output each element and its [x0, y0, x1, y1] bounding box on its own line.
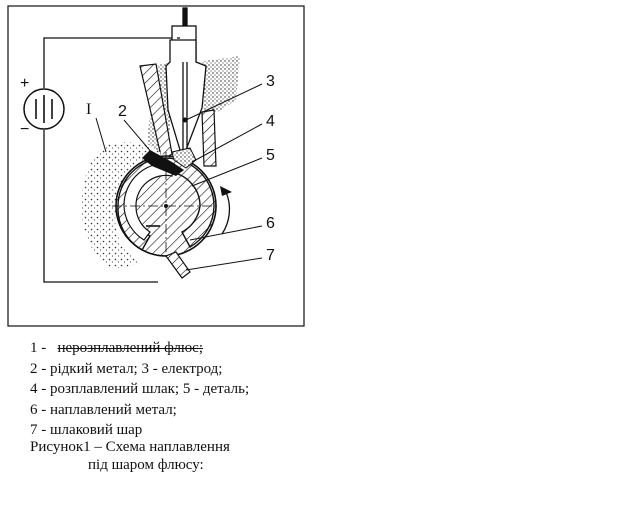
caption-prefix: Рисунок1: [30, 439, 91, 455]
callout-label-5: 5: [266, 147, 275, 164]
terminal-minus: −: [20, 121, 30, 138]
callout-label-3: 3: [266, 73, 275, 90]
figure-caption: [30, 438, 230, 474]
callout-label-6: 6: [266, 215, 275, 232]
callout-label-1: I: [86, 101, 92, 118]
callout-label-2: 2: [118, 103, 127, 120]
legend-item-5: 7 - шлаковий шар: [30, 422, 143, 438]
callout-label-7: 7: [266, 247, 275, 264]
slag-crust: [166, 252, 190, 278]
legend-item-4: 6 - наплавлений метал;: [30, 401, 177, 418]
flux-hopper: [140, 40, 240, 166]
rotation-arrow-icon: [220, 186, 232, 234]
power-source-icon: [24, 89, 64, 129]
legend-item-1-number: 1 -: [30, 340, 47, 356]
legend-item-3: 4 - розплавлений шлак; 5 - деталь;: [30, 381, 250, 397]
legend: [30, 338, 450, 441]
callout-label-4: 4: [266, 113, 275, 130]
caption-title: – Схема наплавлення: [94, 439, 230, 455]
legend-item-2: 2 - рідкий метал; 3 - електрод;: [30, 360, 223, 377]
legend-item-1-text: нерозплавлений флюс;: [57, 340, 204, 356]
caption-title-cont: під шаром флюсу:: [88, 457, 204, 473]
legend-item-1: [30, 338, 450, 359]
terminal-plus: +: [20, 75, 30, 92]
